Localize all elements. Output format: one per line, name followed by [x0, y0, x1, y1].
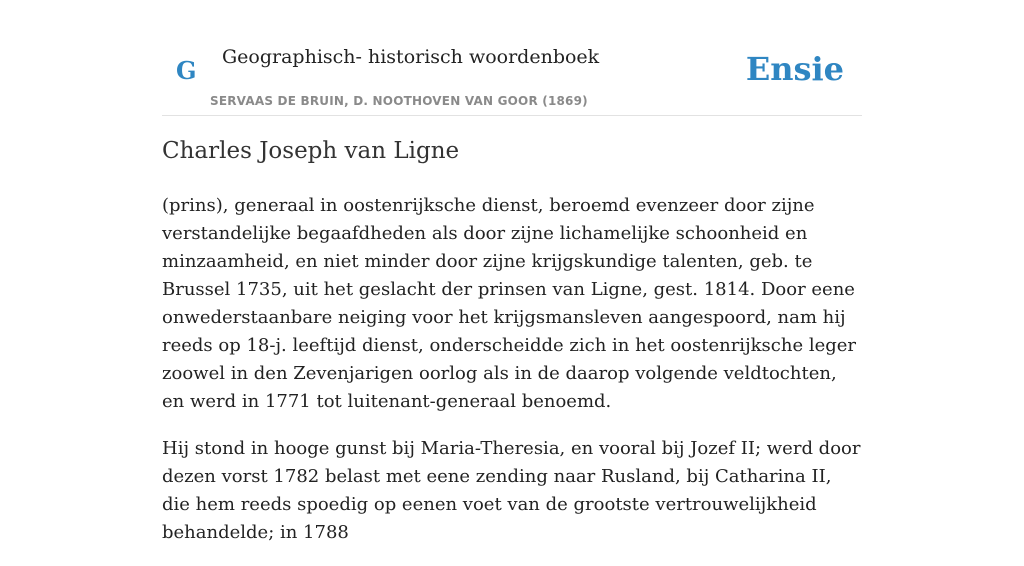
entry-paragraph: Hij stond in hooge gunst bij Maria-Theresia, en vooral bij Jozef II; werd door dezen vorst 1782 belast met eene zending naar Rusland, bij Catharina II, die hem reeds spoedig op eenen voet van de grootste vertrouwelijkheid behandelde; in 1788 — [162, 438, 861, 543]
entry-body — [162, 192, 862, 566]
book-header — [162, 40, 862, 116]
book-authors: SERVAAS DE BRUIN, D. NOOTHOVEN VAN GOOR (1869) — [210, 94, 588, 108]
entry-title: Charles Joseph van Ligne — [162, 138, 460, 164]
book-icon[interactable]: G — [176, 56, 197, 85]
book-title-link[interactable]: Geographisch- historisch woordenboek — [222, 46, 600, 68]
ensie-logo-link[interactable]: Ensie — [745, 50, 844, 88]
entry-paragraph: (prins), generaal in oostenrijksche dienst, beroemd evenzeer door zijne verstandelijke begaafdheden als door zijne lichamelijke schoonheid en minzaamheid, en niet minder door zijne krijgskundige talenten, geb. te Brussel 1735, uit het geslacht der prinsen van Ligne, gest. 1814. Door eene onwederstaanbare neiging voor het krijgsmansleven aangespoord, nam hij reeds op 18-j. leeftijd dienst, onderscheidde zich in het oostenrijksche leger zoowel in den Zevenjarigen oorlog als in de daarop volgende veldtochten, en werd in 1771 tot luitenant-generaal benoemd. — [162, 195, 857, 412]
